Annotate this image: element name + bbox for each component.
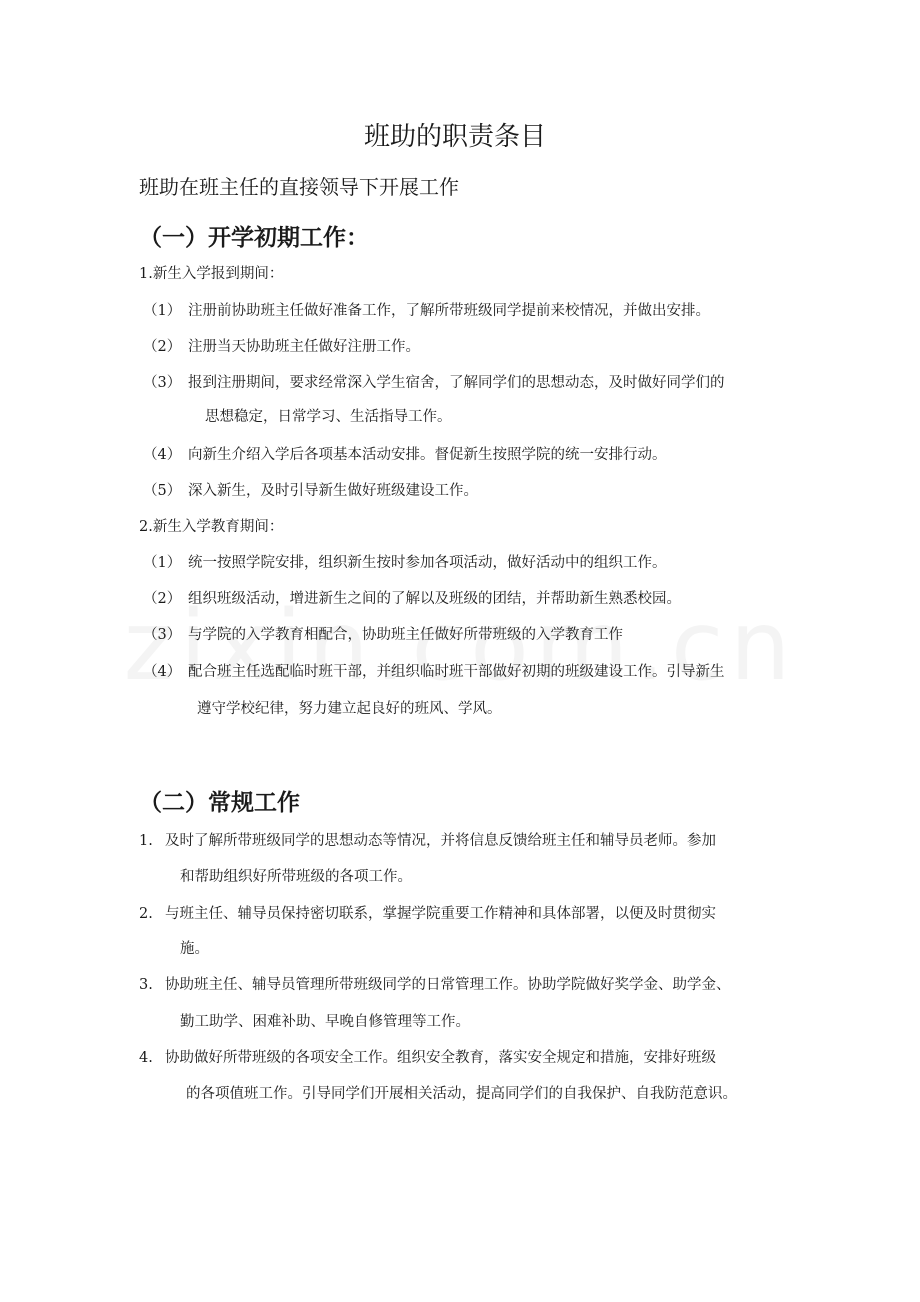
- list-item-number: 2.: [139, 906, 153, 922]
- list-item-text: 注册当天协助班主任做好注册工作。: [188, 339, 420, 355]
- list-item-text-continued: 遵守学校纪律，努力建立起良好的班风、学风。: [197, 701, 502, 717]
- list-item-number: （4）: [143, 447, 182, 463]
- list-item-number: 1.: [139, 833, 153, 849]
- list-item-number: （3）: [143, 627, 182, 643]
- list-item-text-continued: 思想稳定，日常学习、生活指导工作。: [205, 409, 452, 425]
- list-item-number: （4）: [143, 664, 182, 680]
- list-item-text: 协助班主任、辅导员管理所带班级同学的日常管理工作。协助学院做好奖学金、助学金、: [165, 977, 731, 993]
- section-1-heading: （一）开学初期工作：: [139, 225, 369, 251]
- list-item-text: 统一按照学院安排，组织新生按时参加各项活动，做好活动中的组织工作。: [188, 555, 667, 571]
- list-item-text: 注册前协助班主任做好准备工作，了解所带班级同学提前来校情况，并做出安排。: [188, 303, 710, 319]
- document-subtitle: 班助在班主任的直接领导下开展工作: [139, 175, 459, 199]
- document-title: 班助的职责条目: [363, 122, 546, 152]
- list-item-text: 及时了解所带班级同学的思想动态等情况，并将信息反馈给班主任和辅导员老师。参加: [165, 833, 716, 849]
- list-item-text: 配合班主任选配临时班干部，并组织临时班干部做好初期的班级建设工作。引导新生: [188, 664, 725, 680]
- list-item-number: （3）: [143, 375, 182, 391]
- list-item-number: （5）: [143, 483, 182, 499]
- list-item-text-continued: 勤工助学、困难补助、早晚自修管理等工作。: [180, 1014, 470, 1030]
- section-2-heading: （二）常规工作: [139, 790, 300, 816]
- list-item-number: 4.: [139, 1050, 153, 1066]
- list-item-text: 与学院的入学教育相配合，协助班主任做好所带班级的入学教育工作: [188, 627, 623, 643]
- list-item-number: （1）: [143, 303, 182, 319]
- list-item-text: 组织班级活动，增进新生之间的了解以及班级的团结，并帮助新生熟悉校园。: [188, 591, 681, 607]
- list-item-text: 深入新生，及时引导新生做好班级建设工作。: [188, 483, 478, 499]
- list-item-number: （2）: [143, 339, 182, 355]
- list-item-text: 与班主任、辅导员保持密切联系，掌握学院重要工作精神和具体部署，以便及时贯彻实: [165, 906, 716, 922]
- part-1-heading: 1.新生入学报到期间：: [139, 266, 284, 282]
- list-item-number: 3.: [139, 977, 153, 993]
- list-item-text-continued: 施。: [180, 941, 209, 957]
- list-item-text-continued: 的各项值班工作。引导同学们开展相关活动，提高同学们的自我保护、自我防范意识。: [186, 1086, 737, 1102]
- list-item-number: （1）: [143, 555, 182, 571]
- list-item-text: 报到注册期间，要求经常深入学生宿舍，了解同学们的思想动态，及时做好同学们的: [188, 375, 725, 391]
- list-item-number: （2）: [143, 591, 182, 607]
- list-item-text-continued: 和帮助组织好所带班级的各项工作。: [180, 869, 412, 885]
- list-item-text: 向新生介绍入学后各项基本活动安排。督促新生按照学院的统一安排行动。: [188, 447, 667, 463]
- part-2-heading: 2.新生入学教育期间：: [139, 519, 284, 535]
- list-item-text: 协助做好所带班级的各项安全工作。组织安全教育，落实安全规定和措施，安排好班级: [165, 1050, 716, 1066]
